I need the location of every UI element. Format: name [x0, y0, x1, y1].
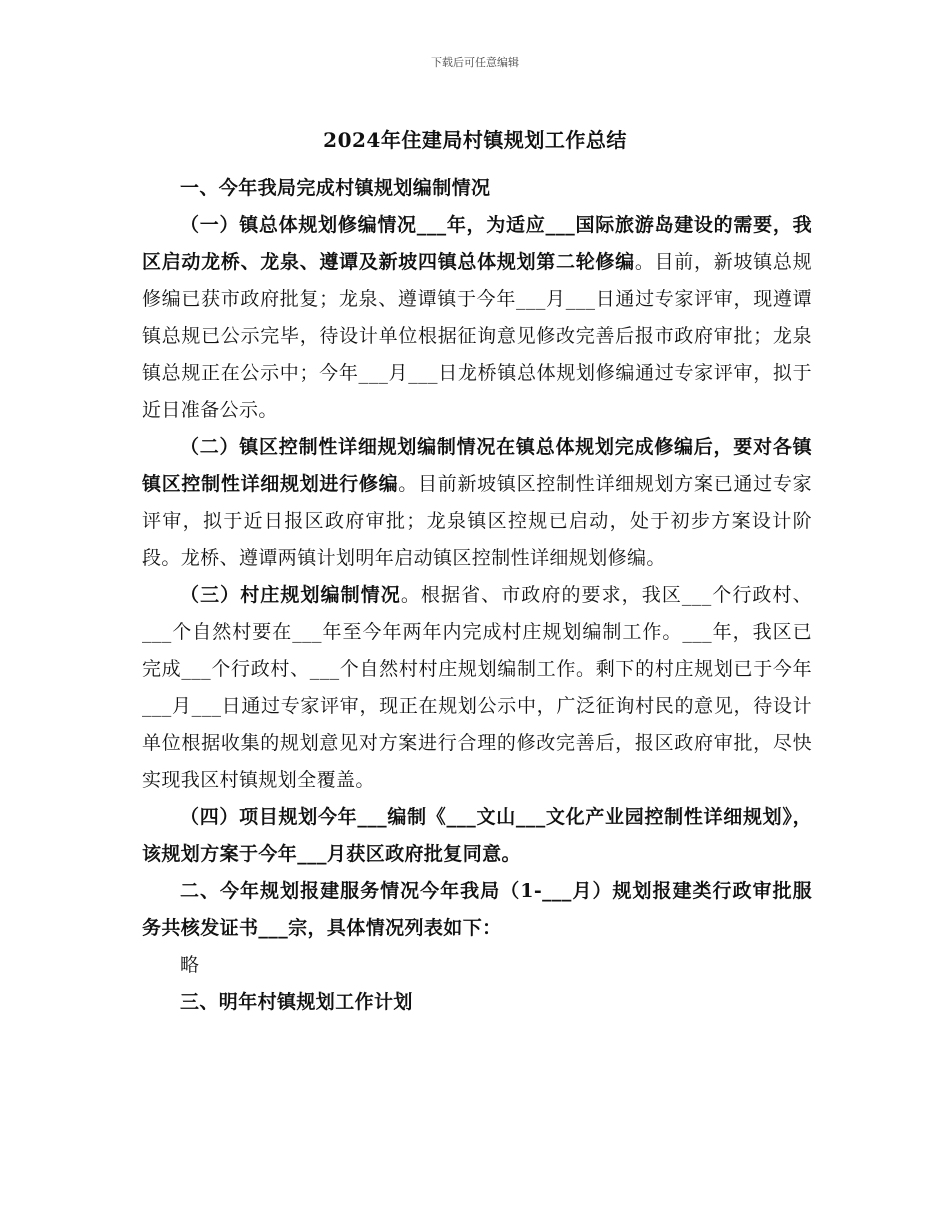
- section-heading-2: 二、今年规划报建服务情况今年我局（1-___月）规划报建类行政审批服务共核发证书___宗，具体情况列表如下：: [142, 880, 812, 939]
- omitted-table-note: 略: [180, 954, 200, 976]
- paragraph-town-master-plan: [142, 207, 812, 429]
- paragraph-lead: （二）镇区控制性详细规划编制情况在镇总体规划完成修编后，要对各镇镇区控制性详细规划进行修编: [142, 436, 812, 495]
- paragraph-body: 。根据省、市政府的要求，我区___个行政村、___个自然村要在___年至今年两年内完成村庄规划编制工作。___年，我区已完成___个行政村、___个自然村村庄规划编制工作。剩下的村庄规划已于今年___月___日通过专家评审，现正在规划公示中，广泛征询村民的意见，待设计单位根据收集的规划意见对方案进行合理的修改完善后，报区政府审批，尽快实现我区村镇规划全覆盖。: [142, 584, 812, 791]
- paragraph-regulatory-plan: [142, 429, 812, 577]
- paragraph-body: 。目前，新坡镇总规修编已获市政府批复；龙泉、遵谭镇于今年___月___日通过专家评审，现遵谭镇总规已公示完毕，待设计单位根据征询意见修改完善后报市政府审批；龙泉镇总规正在公示中；今年___月___日龙桥镇总体规划修编通过专家评审，拟于近日准备公示。: [142, 251, 812, 421]
- paragraph-project-plan: （四）项目规划今年___编制《___文山___文化产业园控制性详细规划》，该规划方案于今年___月获区政府批复同意。: [142, 806, 812, 865]
- document-body: [142, 170, 812, 1021]
- page-header: 下载后可任意编辑: [431, 56, 519, 69]
- paragraph-lead: （三）村庄规划编制情况: [180, 584, 401, 606]
- paragraph-body: 。目前新坡镇区控制性详细规划方案已通过专家评审，拟于近日报区政府审批；龙泉镇区控规已启动，处于初步方案设计阶段。龙桥、遵谭两镇计划明年启动镇区控制性详细规划修编。: [142, 473, 812, 569]
- section-heading-1: 一、今年我局完成村镇规划编制情况: [180, 177, 491, 199]
- section-heading-3: 三、明年村镇规划工作计划: [180, 991, 413, 1013]
- document-title: 2024年住建局村镇规划工作总结: [323, 128, 627, 152]
- paragraph-village-plan: [142, 577, 812, 799]
- paragraph-lead: （一）镇总体规划修编情况___年，为适应___国际旅游岛建设的需要，我区启动龙桥、龙泉、遵谭及新坡四镇总体规划第二轮修编: [142, 214, 812, 273]
